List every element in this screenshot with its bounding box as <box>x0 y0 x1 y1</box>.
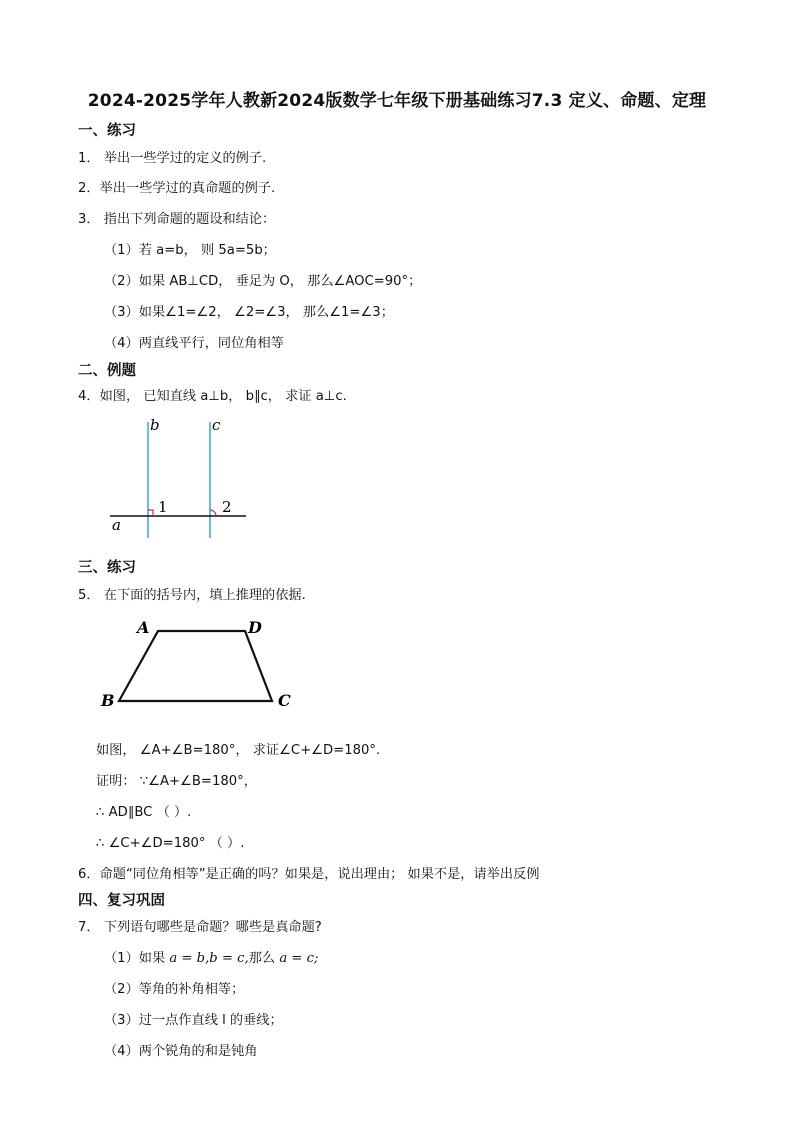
label-c: c <box>212 416 221 434</box>
label-angle-1: 1 <box>158 498 168 516</box>
label-D: D <box>248 618 262 637</box>
section-heading-1: 一、练习 <box>78 123 136 139</box>
q7-item1-math2: a = c; <box>279 951 319 966</box>
label-B: B <box>101 691 115 710</box>
question-5-line-2: 证明： ∵∠A+∠B=180°， <box>96 774 257 789</box>
question-3-item-3: （3）如果∠1=∠2， ∠2=∠3， 那么∠1=∠3； <box>104 305 394 320</box>
page-title: 2024-2025学年人教新2024版数学七年级下册基础练习7.3 定义、命题、定理 <box>87 91 707 111</box>
question-7-item-2: （2）等角的补角相等； <box>104 982 245 997</box>
question-5-line-3: ∴ AD∥BC （ ）. <box>96 805 192 820</box>
question-7-item-3: （3）过一点作直线 l 的垂线； <box>104 1013 283 1028</box>
question-1: 1． 举出一些学过的定义的例子. <box>78 151 267 166</box>
question-7-item-1 <box>104 947 318 966</box>
label-C: C <box>278 691 291 710</box>
question-3-item-2: （2）如果 AB⊥CD， 垂足为 O， 那么∠AOC=90°； <box>104 274 422 289</box>
section-heading-3: 三、练习 <box>78 560 136 576</box>
question-5-line-1: 如图， ∠A+∠B=180°， 求证∠C+∠D=180°. <box>96 743 381 758</box>
question-3: 3． 指出下列命题的题设和结论： <box>78 212 276 227</box>
q7-item1-mid: 那么 <box>248 951 280 966</box>
angle-2-arc <box>210 510 216 516</box>
question-6: 6．命题“同位角相等”是正确的吗？如果是，说出理由； 如果不是，请举出反例 <box>78 867 540 882</box>
figure-trapezoid <box>95 612 305 717</box>
label-angle-2: 2 <box>222 498 232 516</box>
q7-item1-prefix: （1）如果 <box>104 951 170 966</box>
question-2: 2．举出一些学过的真命题的例子. <box>78 181 276 196</box>
question-5: 5． 在下面的括号内，填上推理的依据. <box>78 588 306 603</box>
question-3-item-4: （4）两直线平行，同位角相等 <box>104 336 284 351</box>
label-a: a <box>112 516 121 534</box>
figure-parallel-lines <box>100 410 260 545</box>
trapezoid-abcd <box>119 631 272 701</box>
question-7-item-4: （4）两个锐角的和是钝角 <box>104 1044 258 1059</box>
q7-item1-math: a = b,b = c, <box>169 951 249 966</box>
question-5-line-4: ∴ ∠C+∠D=180° （ ）. <box>96 836 245 851</box>
label-b: b <box>150 416 160 434</box>
question-3-item-1: （1）若 a=b， 则 5a=5b； <box>104 243 276 258</box>
question-7: 7． 下列语句哪些是命题？哪些是真命题? <box>78 920 322 935</box>
label-A: A <box>137 618 150 637</box>
section-heading-4: 四、复习巩固 <box>78 893 165 909</box>
section-heading-2: 二、例题 <box>78 363 136 379</box>
question-4: 4．如图， 已知直线 a⊥b， b∥c， 求证 a⊥c. <box>78 389 347 404</box>
